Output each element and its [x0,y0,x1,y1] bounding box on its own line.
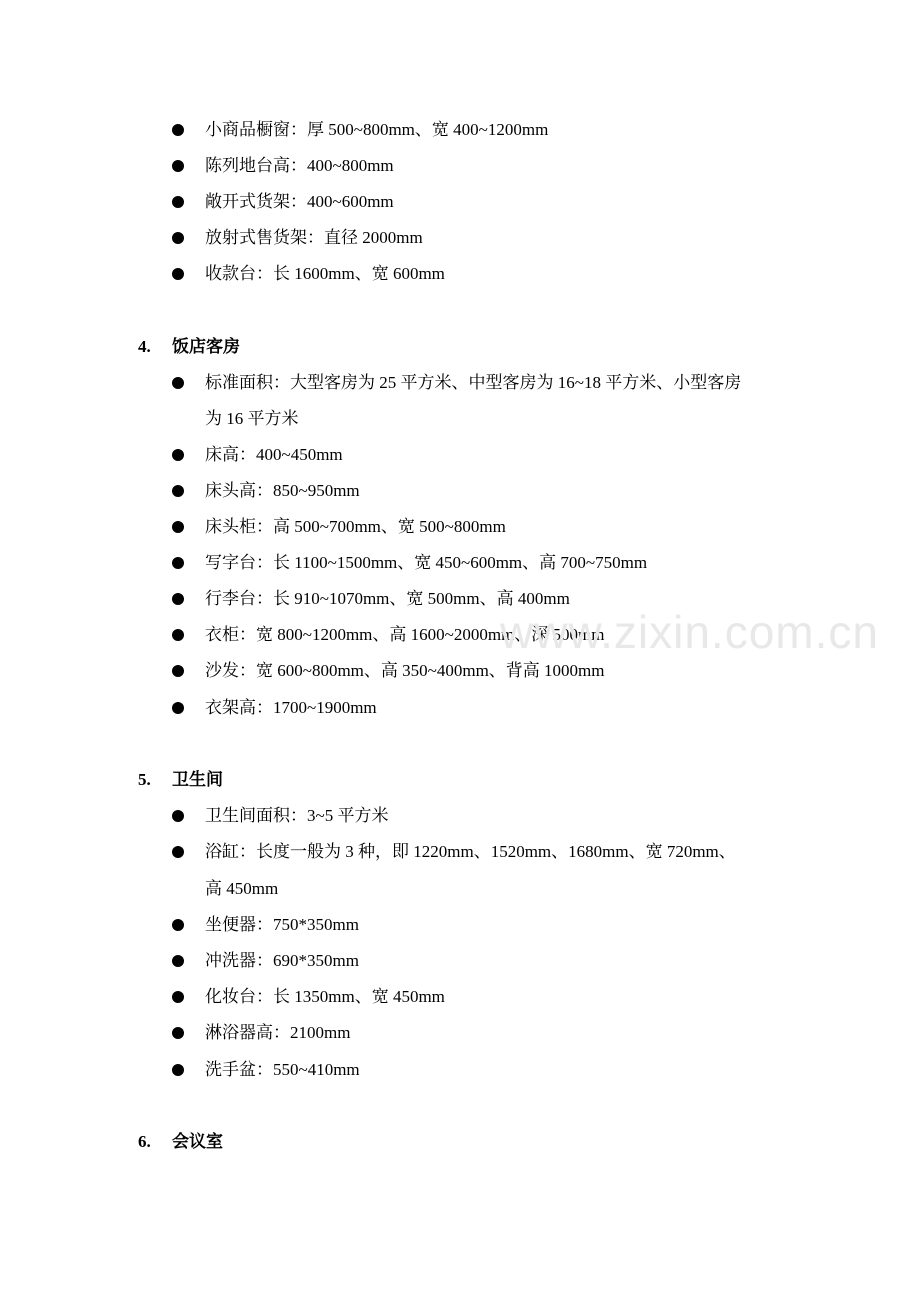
list-item: 床高：400~450mm [205,445,343,464]
bullet-icon [172,955,184,967]
list-item: 浴缸：长度一般为 3 种，即 1220mm、1520mm、1680mm、宽 720mm、 [205,842,736,861]
bullet-icon [172,485,184,497]
list-item: 写字台：长 1100~1500mm、宽 450~600mm、高 700~750mm [205,553,648,572]
bullet-icon [172,629,184,641]
bullet-icon [172,557,184,569]
bullet-icon [172,702,184,714]
bullet-icon [172,521,184,533]
section-heading [138,335,240,359]
bullet-icon [172,810,184,822]
list-item: 衣柜：宽 800~1200mm、高 1600~2000mm、深 500mm [205,625,605,644]
bullet-icon [172,196,184,208]
bullet-icon [172,919,184,931]
list-item: 衣架高：1700~1900mm [205,698,377,717]
list-item: 收款台：长 1600mm、宽 600mm [205,264,445,283]
bullet-icon [172,124,184,136]
bullet-icon [172,1064,184,1076]
list-item-continuation: 高 450mm [205,879,279,898]
bullet-icon [172,232,184,244]
list-item-continuation: 为 16 平方米 [205,409,299,428]
list-item: 敞开式货架：400~600mm [205,192,394,211]
section-number: 4. [138,337,151,356]
list-item: 化妆台：长 1350mm、宽 450mm [205,987,445,1006]
list-item: 洗手盆：550~410mm [205,1060,360,1079]
bullet-icon [172,593,184,605]
list-item: 冲洗器：690*350mm [205,951,359,970]
section-title: 卫生间 [172,770,223,789]
list-item: 沙发：宽 600~800mm、高 350~400mm、背高 1000mm [205,661,605,680]
bullet-icon [172,991,184,1003]
list-item: 淋浴器高：2100mm [205,1023,351,1042]
section-heading [138,768,223,792]
watermark: www.zixin.com.cn [500,606,879,658]
list-item: 陈列地台高：400~800mm [205,156,394,175]
bullet-icon [172,377,184,389]
list-item: 床头柜：高 500~700mm、宽 500~800mm [205,517,506,536]
list-item: 标准面积：大型客房为 25 平方米、中型客房为 16~18 平方米、小型客房 [205,373,742,392]
list-item: 床头高：850~950mm [205,481,360,500]
section-title: 会议室 [172,1132,223,1151]
bullet-icon [172,268,184,280]
bullet-icon [172,1027,184,1039]
list-item: 卫生间面积：3~5 平方米 [205,806,389,825]
bullet-icon [172,160,184,172]
section-number: 5. [138,770,151,789]
section-number: 6. [138,1132,151,1151]
list-item: 小商品橱窗：厚 500~800mm、宽 400~1200mm [205,120,549,139]
list-item: 坐便器：750*350mm [205,915,359,934]
bullet-icon [172,846,184,858]
section-heading [138,1130,223,1154]
list-item: 放射式售货架：直径 2000mm [205,228,423,247]
bullet-icon [172,665,184,677]
list-item: 行李台：长 910~1070mm、宽 500mm、高 400mm [205,589,570,608]
section-title: 饭店客房 [172,337,240,356]
bullet-icon [172,449,184,461]
